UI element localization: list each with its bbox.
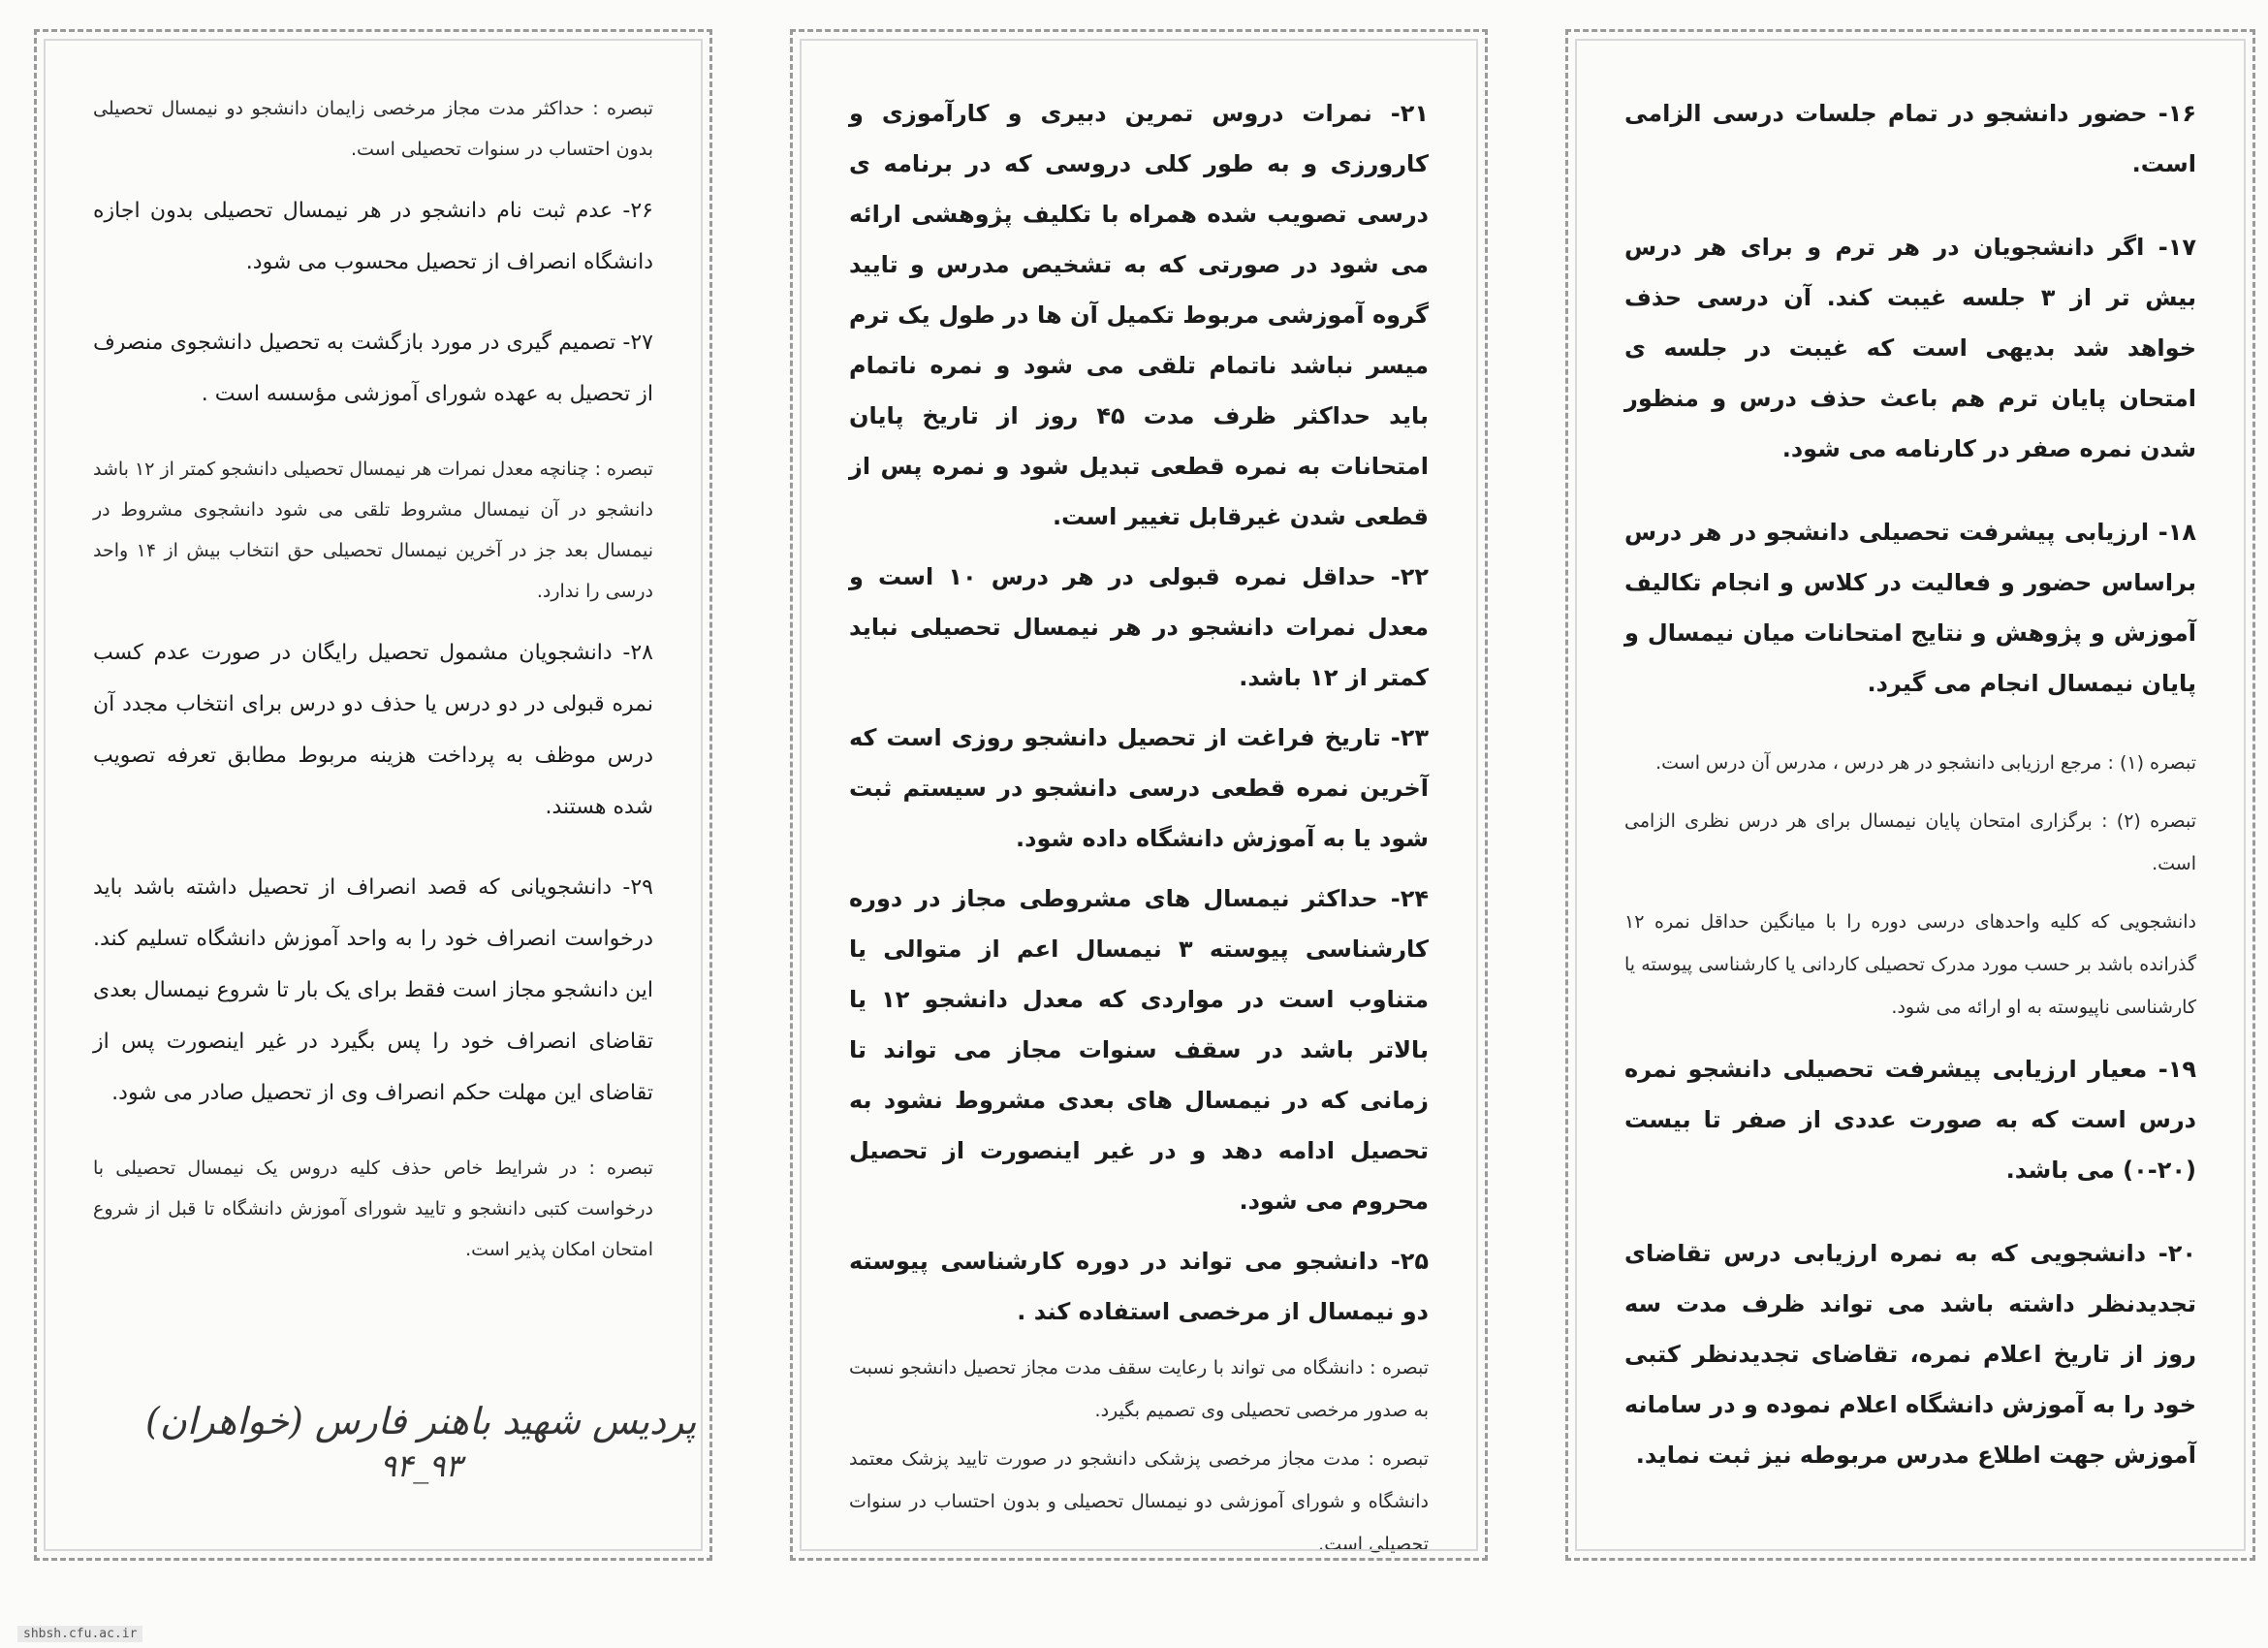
rule-paragraph: ۲۵- دانشجو می تواند در دوره کارشناسی پیوسته دو نیمسال از مرخصی استفاده کند . — [849, 1248, 1429, 1325]
rule-paragraph: ۱۹- معیار ارزیابی پیشرفت تحصیلی دانشجو نمره درس است که به صورت عددی از صفر تا بیست (۲۰-۰) می باشد. — [1624, 1056, 2196, 1184]
note-paragraph: تبصره : مدت مجاز مرخصی پزشکی دانشجو در صورت تایید پزشک معتمد دانشگاه و شورای آموزشی دو نیمسال تحصیلی و بدون احتساب در سنوات تحصیلی است. — [849, 1448, 1429, 1555]
rule-paragraph: ۲۸- دانشجویان مشمول تحصیل رایگان در صورت عدم کسب نمره قبولی در دو درس یا حذف دو درس برای انتخاب مجدد آن درس موظف به پرداخت هزینه مربوط مطابق تعرفه تصویب شده هستند. — [93, 641, 653, 819]
rule-paragraph: ۱۸- ارزیابی پیشرفت تحصیلی دانشجو در هر درس براساس حضور و فعالیت در کلاس و انجام تکالیف آموزش و پژوهش و نتایج امتحانات میان نیمسال و پایان نیمسال انجام می گیرد. — [1624, 519, 2196, 697]
rules-column-middle — [790, 29, 1488, 1561]
rule-paragraph: ۲۳- تاریخ فراغت از تحصیل دانشجو روزی است که آخرین نمره قطعی درسی دانشجو در سیستم ثبت شود یا به آموزش دانشگاه داده شود. — [849, 724, 1429, 852]
site-watermark: shbsh.cfu.ac.ir — [17, 1626, 142, 1642]
note-paragraph: تبصره : دانشگاه می تواند با رعایت سقف مدت مجاز تحصیل دانشجو نسبت به صدور مرخصی تحصیلی وی تصمیم بگیرد. — [849, 1357, 1429, 1421]
rule-paragraph: ۲۹- دانشجویانی که قصد انصراف از تحصیل داشته باشد باید درخواست انصراف خود را به واحد آموزش دانشگاه تسلیم کند. این دانشجو مجاز است فقط برای یک بار تا شروع نیمسال بعدی تقاضای انصراف خود را پس بگیرد در غیر اینصورت پس از تقاضای این مهلت حکم انصراف وی از تحصیل صادر می شود. — [93, 875, 653, 1105]
rule-paragraph: ۱۶- حضور دانشجو در تمام جلسات درسی الزامی است. — [1624, 100, 2196, 177]
rule-paragraph: ۱۷- اگر دانشجویان در هر ترم و برای هر درس بیش تر از ۳ جلسه غیبت کند. آن درسی حذف خواهد شد بدیهی است که غیبت در جلسه ی امتحان پایان ترم هم باعث حذف درس و منظور شدن نمره صفر در کارنامه می شود. — [1624, 234, 2196, 462]
note-paragraph: دانشجویی که کلیه واحدهای درسی دوره را با میانگین حداقل نمره ۱۲ گذرانده باشد بر حسب مورد مدرک تحصیلی کاردانی یا کارشناسی پیوسته یا کارشناسی ناپیوسته به او ارائه می شود. — [1624, 911, 2196, 1018]
signature-campus-name: پردیس شهید باهنر فارس (خواهران) — [145, 1400, 697, 1442]
rule-paragraph: ۲۷- تصمیم گیری در مورد بازگشت به تحصیل دانشجوی منصرف از تحصیل به عهده شورای آموزشی مؤسسه است . — [93, 331, 653, 406]
note-paragraph: تبصره (۱) : مرجع ارزیابی دانشجو در هر درس ، مدرس آن درس است. — [1655, 752, 2196, 774]
note-paragraph: تبصره (۲) : برگزاری امتحان پایان نیمسال برای هر درس نظری الزامی است. — [1624, 810, 2197, 874]
rule-paragraph: ۲۱- نمرات دروس تمرین دبیری و کارآموزی و کارورزی و به طور کلی دروسی که در برنامه ی درسی تصویب شده همراه با تکلیف پژوهشی ارائه می شود در صورتی که به تشخیص مدرس و تایید گروه آموزشی مربوط تکمیل آن ها در طول یک ترم میسر نباشد ناتمام تلقی می شود و نمره ناتمام باید حداکثر ظرف مدت ۴۵ روز از تاریخ پایان امتحانات به نمره قطعی تبدیل شود و نمره پس از قطعی شدن غیرقابل تغییر است. — [849, 100, 1429, 530]
signature-academic-year: ۹۳_۹۴ — [379, 1447, 462, 1484]
note-paragraph: تبصره : چنانچه معدل نمرات هر نیمسال تحصیلی دانشجو کمتر از ۱۲ باشد دانشجو در آن نیمسال مشروط تلقی می شود دانشجوی مشروط در نیمسال بعد جز در آخرین نیمسال تحصیلی حق انتخاب بیش از ۱۴ واحد درسی را ندارد. — [93, 459, 653, 602]
note-paragraph: تبصره : در شرایط خاص حذف کلیه دروس یک نیمسال تحصیلی با درخواست کتبی دانشجو و تایید شورای آموزش دانشگاه تا قبل از شروع امتحان امکان پذیر است. — [93, 1157, 653, 1260]
rule-paragraph: ۲۴- حداکثر نیمسال های مشروطی مجاز در دوره کارشناسی پیوسته ۳ نیمسال اعم از متوالی یا متناوب است در مواردی که معدل دانشجو ۱۲ یا بالاتر باشد در سقف سنوات مجاز می تواند تا زمانی که در نیمسال های بعدی مشروط نشود به تحصیل ادامه دهد و در غیر اینصورت از تحصیل محروم می شود. — [849, 885, 1429, 1215]
rule-paragraph: ۲۰- دانشجویی که به نمره ارزیابی درس تقاضای تجدیدنظر داشته باشد می تواند ظرف مدت سه روز از تاریخ اعلام نمره، تقاضای تجدیدنظر کتبی خود را به آموزش دانشگاه اعلام نموده و در سامانه آموزش جهت اطلاع مدرس مربوطه نیز ثبت نماید. — [1624, 1240, 2196, 1469]
rule-paragraph: ۲۲- حداقل نمره قبولی در هر درس ۱۰ است و معدل نمرات دانشجو در هر نیمسال تحصیلی نباید کمتر از ۱۲ باشد. — [849, 563, 1429, 691]
rules-column-right — [1565, 29, 2255, 1561]
rules-column-left — [34, 29, 712, 1561]
rule-paragraph: ۲۶- عدم ثبت نام دانشجو در هر نیمسال تحصیلی بدون اجازه دانشگاه انصراف از تحصیل محسوب می شود. — [93, 199, 653, 274]
note-paragraph: تبصره : حداکثر مدت مجاز مرخصی زایمان دانشجو دو نیمسال تحصیلی بدون احتساب در سنوات تحصیلی است. — [93, 98, 653, 160]
signature — [145, 1396, 696, 1485]
